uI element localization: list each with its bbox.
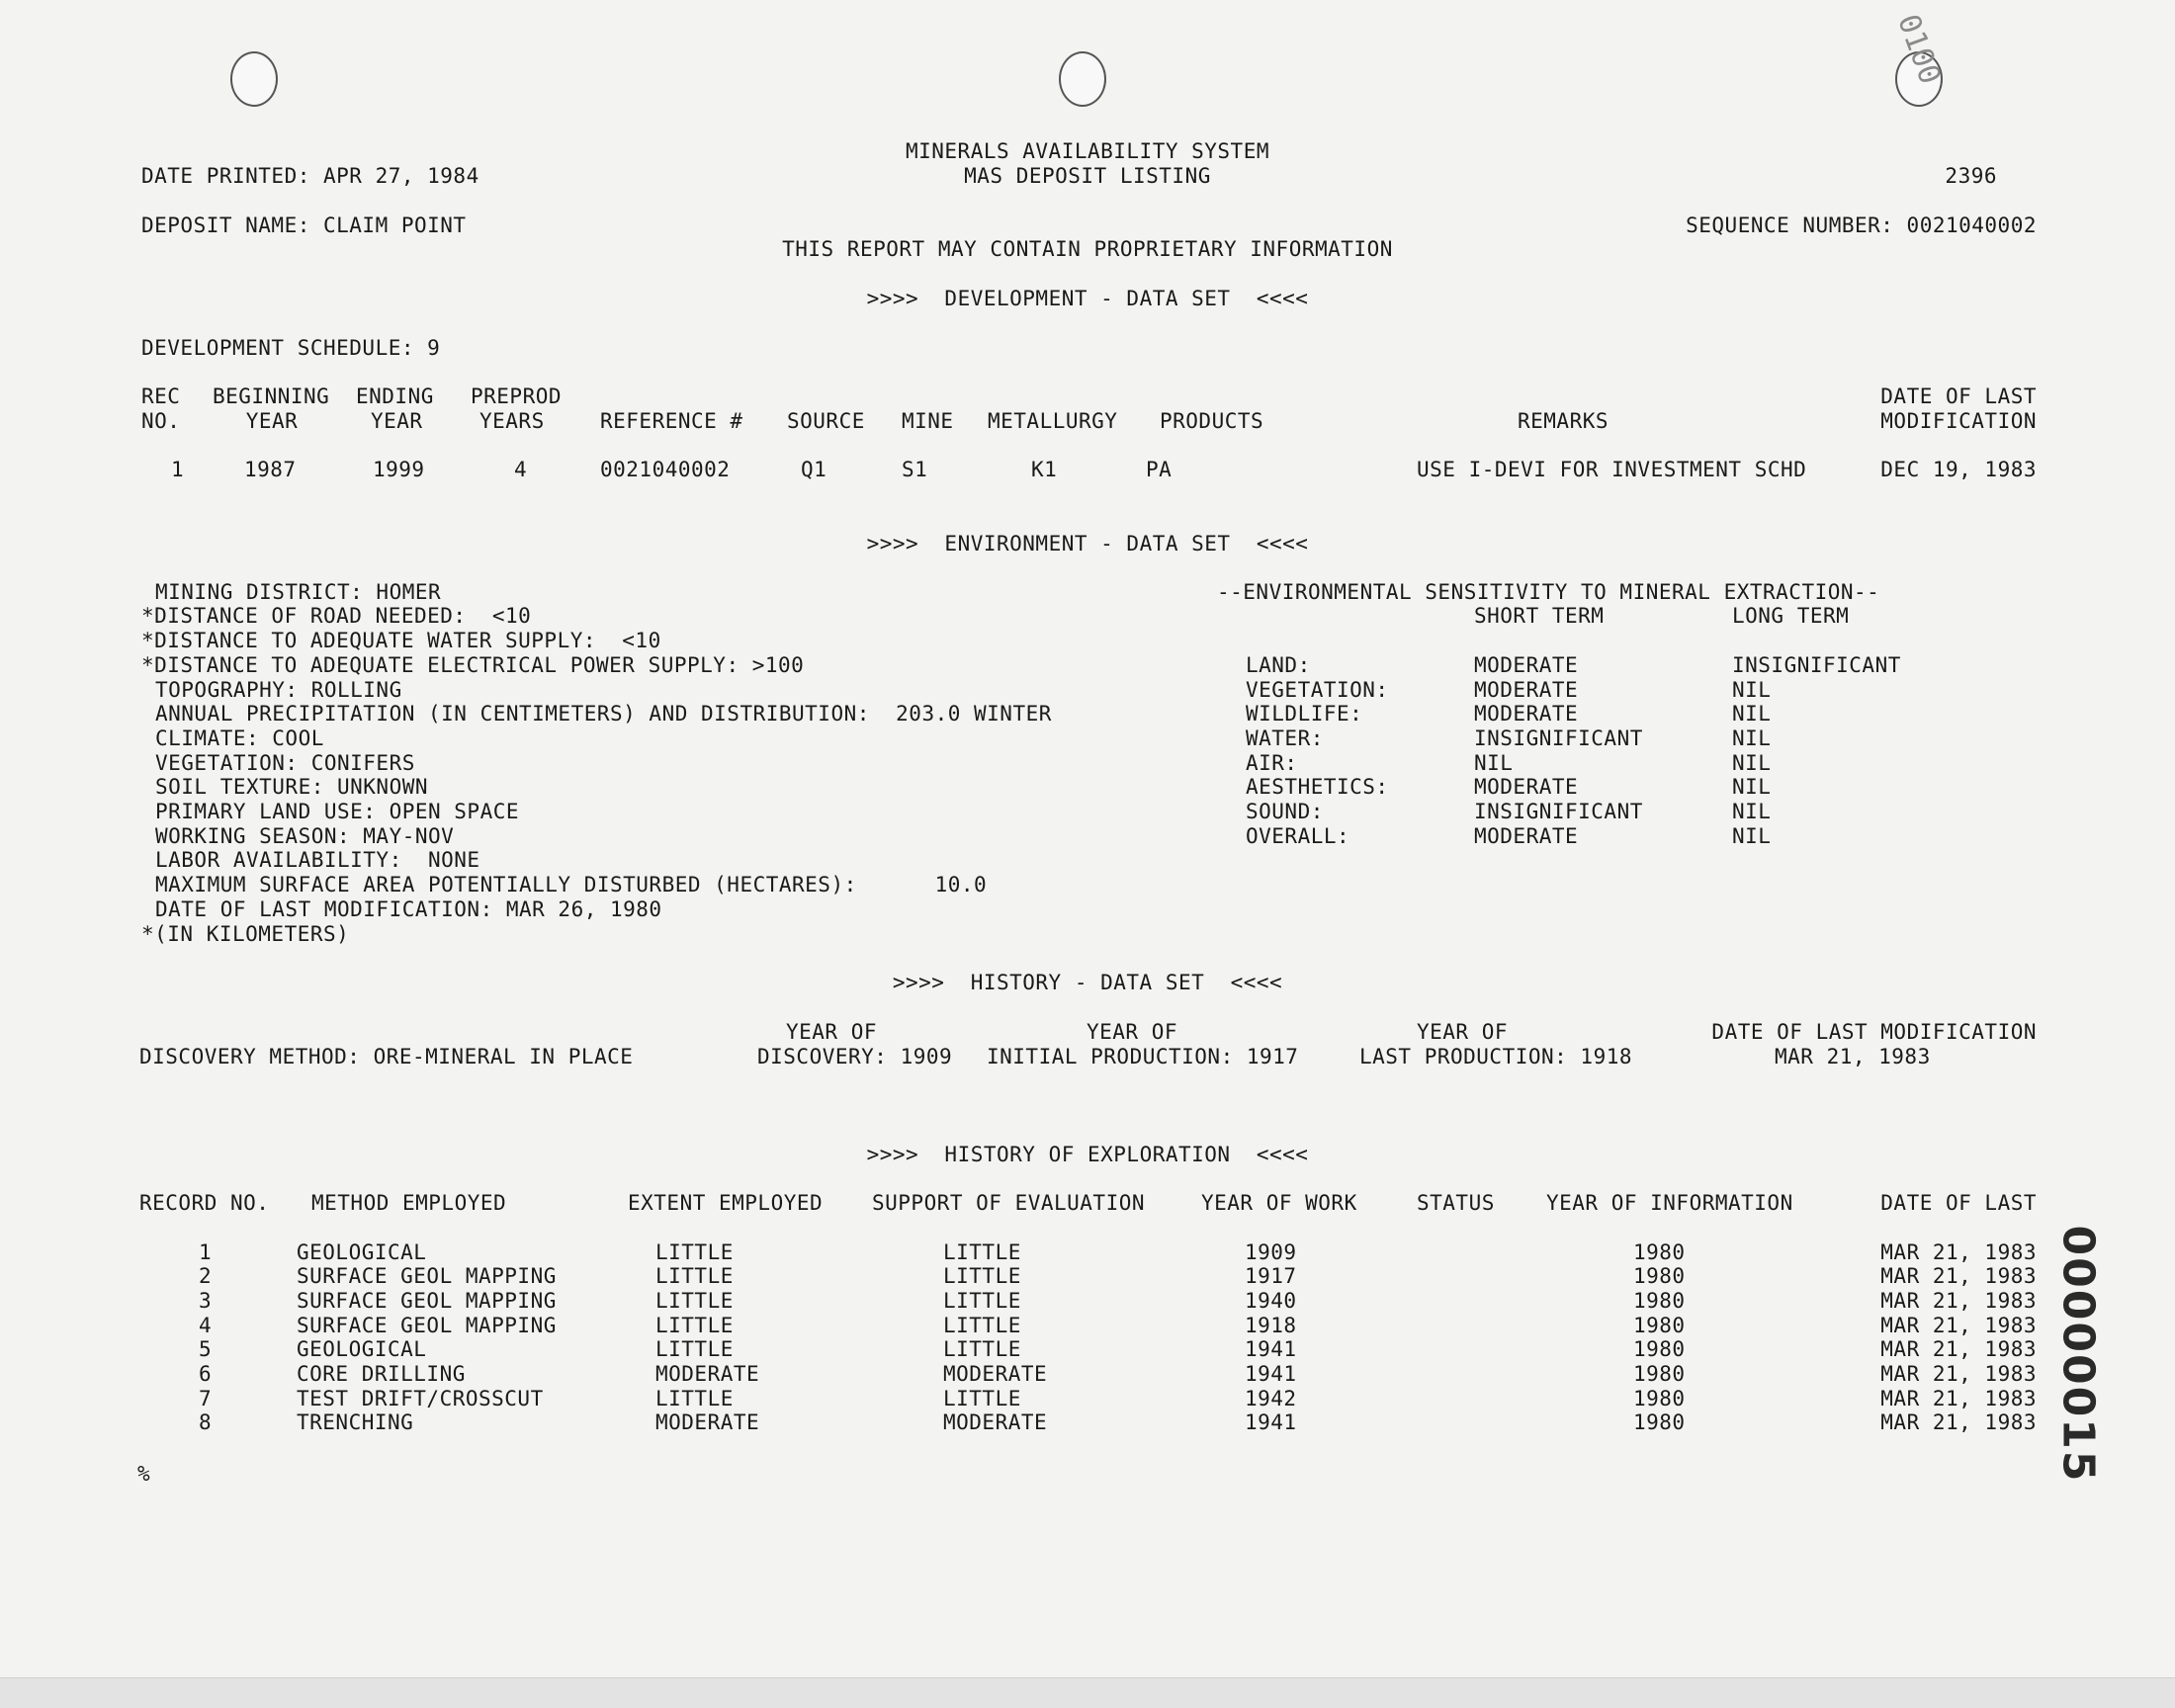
dev-header-rec-2: NO. bbox=[141, 409, 181, 433]
sensitivity-label: VEGETATION: bbox=[1246, 678, 1389, 702]
expl-method: CORE DRILLING bbox=[297, 1362, 466, 1386]
development-schedule: DEVELOPMENT SCHEDULE: 9 bbox=[141, 336, 441, 360]
expl-record-no: 8 bbox=[199, 1410, 213, 1434]
dev-header-remarks: REMARKS bbox=[1518, 409, 1610, 433]
env-line: WORKING SEASON: MAY-NOV bbox=[155, 824, 455, 848]
punch-hole-left bbox=[230, 51, 278, 107]
sensitivity-long: NIL bbox=[1732, 775, 1772, 799]
page-stamp-text: 00000015 bbox=[2052, 1225, 2104, 1484]
expl-support: LITTLE bbox=[943, 1337, 1021, 1361]
sensitivity-long: NIL bbox=[1732, 702, 1772, 726]
expl-support: LITTLE bbox=[943, 1387, 1021, 1410]
env-line: CLIMATE: COOL bbox=[155, 726, 324, 750]
expl-record-no: 5 bbox=[199, 1337, 213, 1361]
sensitivity-short: MODERATE bbox=[1474, 678, 1579, 702]
expl-header-support: SUPPORT OF EVALUATION bbox=[872, 1191, 1146, 1215]
sensitivity-short: INSIGNIFICANT bbox=[1474, 726, 1643, 750]
dev-header-preprod-2: YEARS bbox=[479, 409, 545, 433]
expl-method: TRENCHING bbox=[297, 1410, 414, 1434]
sensitivity-long: NIL bbox=[1732, 751, 1772, 775]
expl-support: LITTLE bbox=[943, 1289, 1021, 1313]
sensitivity-label: AIR: bbox=[1246, 751, 1298, 775]
expl-date: MAR 21, 1983 bbox=[1880, 1289, 2037, 1313]
footer-percent-mark: % bbox=[137, 1462, 151, 1486]
expl-extent: LITTLE bbox=[655, 1337, 734, 1361]
sensitivity-long-term-header: LONG TERM bbox=[1732, 604, 1850, 628]
env-line: TOPOGRAPHY: ROLLING bbox=[155, 678, 402, 702]
proprietary-notice: THIS REPORT MAY CONTAIN PROPRIETARY INFORMATION bbox=[782, 237, 1393, 261]
expl-support: LITTLE bbox=[943, 1264, 1021, 1288]
expl-support: LITTLE bbox=[943, 1314, 1021, 1337]
history-date-mod: MAR 21, 1983 bbox=[1775, 1045, 1931, 1068]
expl-year-info: 1980 bbox=[1633, 1362, 1686, 1386]
environment-section-title: >>>> ENVIRONMENT - DATA SET <<<< bbox=[866, 532, 1309, 555]
expl-record-no: 2 bbox=[199, 1264, 213, 1288]
expl-support: LITTLE bbox=[943, 1240, 1021, 1264]
expl-date: MAR 21, 1983 bbox=[1880, 1387, 2037, 1410]
history-year-of-last-label: YEAR OF bbox=[1417, 1020, 1509, 1044]
env-line: *(IN KILOMETERS) bbox=[141, 922, 350, 946]
discovery-year: DISCOVERY: 1909 bbox=[757, 1045, 953, 1068]
dev-row-rec: 1 bbox=[171, 458, 185, 481]
expl-year-work: 1941 bbox=[1245, 1410, 1297, 1434]
deposit-name: DEPOSIT NAME: CLAIM POINT bbox=[141, 214, 467, 237]
expl-year-work: 1941 bbox=[1245, 1362, 1297, 1386]
sensitivity-long: NIL bbox=[1732, 800, 1772, 823]
sensitivity-label: WATER: bbox=[1246, 726, 1324, 750]
expl-year-info: 1980 bbox=[1633, 1337, 1686, 1361]
expl-support: MODERATE bbox=[943, 1362, 1048, 1386]
dev-row-mine: S1 bbox=[902, 458, 928, 481]
history-year-of-discovery-label: YEAR OF bbox=[786, 1020, 878, 1044]
dev-header-rec-1: REC bbox=[141, 384, 181, 408]
expl-header-record: RECORD NO. bbox=[139, 1191, 270, 1215]
expl-extent: LITTLE bbox=[655, 1240, 734, 1264]
env-line: ANNUAL PRECIPITATION (IN CENTIMETERS) AND DISTRIBUTION: 203.0 WINTER bbox=[155, 702, 1052, 726]
dev-header-reference: REFERENCE # bbox=[600, 409, 743, 433]
punch-hole-center bbox=[1059, 51, 1106, 107]
expl-extent: LITTLE bbox=[655, 1387, 734, 1410]
expl-record-no: 3 bbox=[199, 1289, 213, 1313]
dev-header-ending-2: YEAR bbox=[371, 409, 423, 433]
dev-header-source: SOURCE bbox=[787, 409, 865, 433]
system-title: MINERALS AVAILABILITY SYSTEM bbox=[905, 139, 1269, 163]
sensitivity-label: LAND: bbox=[1246, 653, 1311, 677]
expl-year-info: 1980 bbox=[1633, 1240, 1686, 1264]
dev-header-beginning-1: BEGINNING bbox=[213, 384, 330, 408]
expl-record-no: 4 bbox=[199, 1314, 213, 1337]
expl-method: GEOLOGICAL bbox=[297, 1240, 427, 1264]
sensitivity-short: MODERATE bbox=[1474, 775, 1579, 799]
dev-header-metallurgy: METALLURGY bbox=[988, 409, 1118, 433]
sensitivity-short: NIL bbox=[1474, 751, 1514, 775]
last-production-year: LAST PRODUCTION: 1918 bbox=[1359, 1045, 1633, 1068]
expl-year-work: 1909 bbox=[1245, 1240, 1297, 1264]
date-printed: DATE PRINTED: APR 27, 1984 bbox=[141, 164, 479, 188]
sensitivity-long: INSIGNIFICANT bbox=[1732, 653, 1901, 677]
sensitivity-label: OVERALL: bbox=[1246, 824, 1350, 848]
dev-row-reference: 0021040002 bbox=[600, 458, 731, 481]
dev-row-date: DEC 19, 1983 bbox=[1880, 458, 2037, 481]
env-line: DATE OF LAST MODIFICATION: MAR 26, 1980 bbox=[155, 897, 662, 921]
dev-header-ending-1: ENDING bbox=[356, 384, 434, 408]
env-line: *DISTANCE OF ROAD NEEDED: <10 bbox=[141, 604, 532, 628]
expl-extent: MODERATE bbox=[655, 1410, 760, 1434]
env-line: MAXIMUM SURFACE AREA POTENTIALLY DISTURBED (HECTARES): 10.0 bbox=[155, 873, 988, 897]
expl-year-work: 1942 bbox=[1245, 1387, 1297, 1410]
sensitivity-short: INSIGNIFICANT bbox=[1474, 800, 1643, 823]
listing-title: MAS DEPOSIT LISTING bbox=[964, 164, 1211, 188]
sensitivity-title: --ENVIRONMENTAL SENSITIVITY TO MINERAL EXTRACTION-- bbox=[1217, 580, 1880, 604]
env-line: VEGETATION: CONIFERS bbox=[155, 751, 415, 775]
development-section-title: >>>> DEVELOPMENT - DATA SET <<<< bbox=[866, 287, 1309, 310]
sensitivity-long: NIL bbox=[1732, 824, 1772, 848]
sensitivity-long: NIL bbox=[1732, 726, 1772, 750]
dev-header-preprod-1: PREPROD bbox=[471, 384, 563, 408]
dev-row-remarks: USE I-DEVI FOR INVESTMENT SCHD bbox=[1417, 458, 1807, 481]
expl-support: MODERATE bbox=[943, 1410, 1048, 1434]
page-stamp-number bbox=[2052, 1225, 2104, 1484]
env-line: *DISTANCE TO ADEQUATE WATER SUPPLY: <10 bbox=[141, 629, 661, 652]
env-line: MINING DISTRICT: HOMER bbox=[155, 580, 442, 604]
dev-row-ending: 1999 bbox=[373, 458, 425, 481]
sensitivity-short: MODERATE bbox=[1474, 702, 1579, 726]
expl-date: MAR 21, 1983 bbox=[1880, 1410, 2037, 1434]
expl-year-work: 1940 bbox=[1245, 1289, 1297, 1313]
history-section-title: >>>> HISTORY - DATA SET <<<< bbox=[892, 971, 1283, 994]
page-number: 2396 bbox=[1945, 164, 1997, 188]
expl-year-info: 1980 bbox=[1633, 1289, 1686, 1313]
expl-extent: LITTLE bbox=[655, 1289, 734, 1313]
expl-year-work: 1918 bbox=[1245, 1314, 1297, 1337]
expl-header-date: DATE OF LAST bbox=[1880, 1191, 2037, 1215]
sensitivity-label: WILDLIFE: bbox=[1246, 702, 1363, 726]
initial-production-year: INITIAL PRODUCTION: 1917 bbox=[987, 1045, 1299, 1068]
expl-year-info: 1980 bbox=[1633, 1387, 1686, 1410]
expl-header-year-info: YEAR OF INFORMATION bbox=[1546, 1191, 1793, 1215]
expl-extent: MODERATE bbox=[655, 1362, 760, 1386]
sequence-number: SEQUENCE NUMBER: 0021040002 bbox=[1686, 214, 2037, 237]
expl-date: MAR 21, 1983 bbox=[1880, 1314, 2037, 1337]
dev-row-products: PA bbox=[1146, 458, 1173, 481]
dev-header-date-2: MODIFICATION bbox=[1880, 409, 2037, 433]
expl-extent: LITTLE bbox=[655, 1264, 734, 1288]
expl-year-work: 1917 bbox=[1245, 1264, 1297, 1288]
dev-header-beginning-2: YEAR bbox=[245, 409, 299, 433]
expl-extent: LITTLE bbox=[655, 1314, 734, 1337]
history-date-mod-label: DATE OF LAST MODIFICATION bbox=[1711, 1020, 2037, 1044]
expl-date: MAR 21, 1983 bbox=[1880, 1362, 2037, 1386]
env-line: SOIL TEXTURE: UNKNOWN bbox=[155, 775, 429, 799]
env-line: *DISTANCE TO ADEQUATE ELECTRICAL POWER SUPPLY: >100 bbox=[141, 653, 805, 677]
dev-header-products: PRODUCTS bbox=[1160, 409, 1264, 433]
discovery-method: DISCOVERY METHOD: ORE-MINERAL IN PLACE bbox=[139, 1045, 634, 1068]
expl-year-info: 1980 bbox=[1633, 1410, 1686, 1434]
dev-header-date-1: DATE OF LAST bbox=[1880, 384, 2037, 408]
env-line: LABOR AVAILABILITY: NONE bbox=[155, 848, 480, 872]
env-line: PRIMARY LAND USE: OPEN SPACE bbox=[155, 800, 520, 823]
corner-handwritten-mark: 0100 bbox=[1890, 10, 1948, 89]
dev-header-mine: MINE bbox=[902, 409, 954, 433]
sensitivity-label: AESTHETICS: bbox=[1246, 775, 1389, 799]
expl-header-method: METHOD EMPLOYED bbox=[311, 1191, 507, 1215]
expl-header-status: STATUS bbox=[1417, 1191, 1495, 1215]
dev-row-beginning: 1987 bbox=[244, 458, 297, 481]
history-year-of-initial-label: YEAR OF bbox=[1087, 1020, 1178, 1044]
sensitivity-short-term-header: SHORT TERM bbox=[1474, 604, 1605, 628]
sensitivity-label: SOUND: bbox=[1246, 800, 1324, 823]
expl-method: SURFACE GEOL MAPPING bbox=[297, 1264, 557, 1288]
sensitivity-long: NIL bbox=[1732, 678, 1772, 702]
expl-header-year-work: YEAR OF WORK bbox=[1201, 1191, 1357, 1215]
expl-record-no: 7 bbox=[199, 1387, 213, 1410]
expl-method: SURFACE GEOL MAPPING bbox=[297, 1314, 557, 1337]
expl-date: MAR 21, 1983 bbox=[1880, 1264, 2037, 1288]
expl-method: SURFACE GEOL MAPPING bbox=[297, 1289, 557, 1313]
expl-year-info: 1980 bbox=[1633, 1314, 1686, 1337]
exploration-section-title: >>>> HISTORY OF EXPLORATION <<<< bbox=[866, 1143, 1309, 1166]
scan-bottom-edge bbox=[0, 1677, 2175, 1708]
dev-row-preprod: 4 bbox=[514, 458, 528, 481]
expl-method: TEST DRIFT/CROSSCUT bbox=[297, 1387, 544, 1410]
expl-header-extent: EXTENT EMPLOYED bbox=[628, 1191, 824, 1215]
sensitivity-short: MODERATE bbox=[1474, 824, 1579, 848]
dev-row-source: Q1 bbox=[801, 458, 827, 481]
expl-year-work: 1941 bbox=[1245, 1337, 1297, 1361]
expl-method: GEOLOGICAL bbox=[297, 1337, 427, 1361]
expl-record-no: 6 bbox=[199, 1362, 213, 1386]
expl-date: MAR 21, 1983 bbox=[1880, 1240, 2037, 1264]
dev-row-metallurgy: K1 bbox=[1031, 458, 1058, 481]
sensitivity-short: MODERATE bbox=[1474, 653, 1579, 677]
expl-date: MAR 21, 1983 bbox=[1880, 1337, 2037, 1361]
expl-record-no: 1 bbox=[199, 1240, 213, 1264]
expl-year-info: 1980 bbox=[1633, 1264, 1686, 1288]
